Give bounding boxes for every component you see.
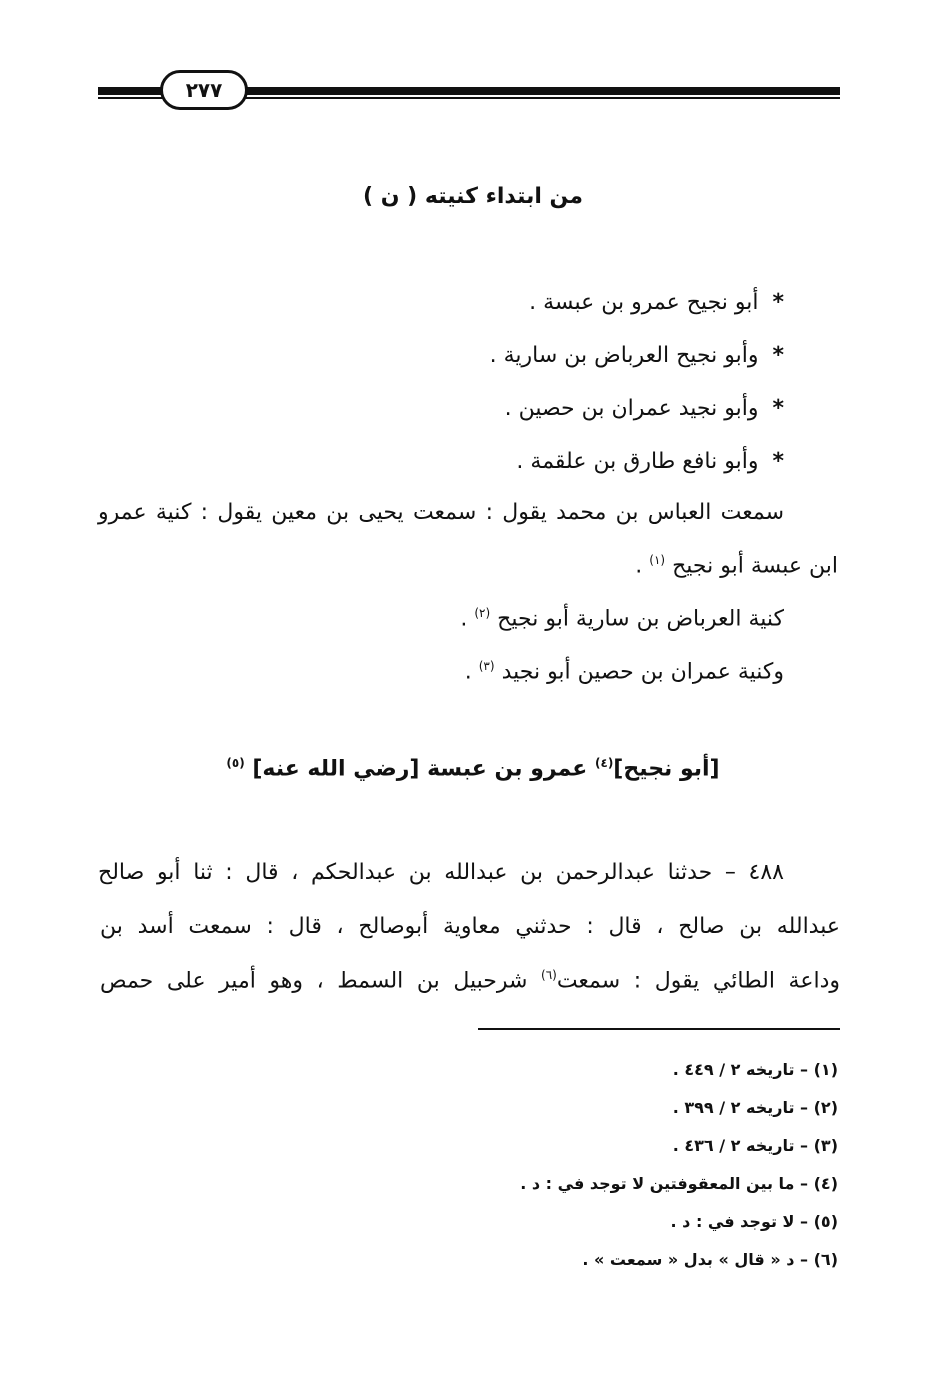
footnote: (٣) – تاريخه ٢ / ٤٣٦ . <box>672 1136 838 1155</box>
paragraph-text: وكنية عمران بن حصين أبو نجيد <box>501 659 784 685</box>
footnote-ref: (٤) <box>595 756 614 770</box>
footnote-ref: (٥) <box>226 756 245 770</box>
hadith-line <box>100 968 840 993</box>
paragraph-line <box>460 606 784 631</box>
hadith-text: شرحبيل بن السمط ، وهو أمير على حمص <box>100 968 541 994</box>
paragraph-end: . <box>635 553 650 579</box>
hadith-text: وداعة الطائي يقول : سمعت <box>556 968 840 994</box>
footnote-ref: (٢) <box>474 606 491 620</box>
section-heading: من ابتداء كنيته ( ن ) <box>363 184 583 209</box>
bullet-text: أبو نجيح عمرو بن عبسة . <box>529 290 759 315</box>
footnote-separator <box>478 1028 840 1030</box>
paragraph-text: كنية العرباض بن سارية أبو نجيح <box>497 606 784 632</box>
footnote: (١) – تاريخه ٢ / ٤٤٩ . <box>672 1060 838 1079</box>
bullet-text: وأبو نافع طارق بن علقمة . <box>516 449 759 474</box>
hadith-line: عبدالله بن صالح ، قال : حدثني معاوية أبوصالح ، قال : سمعت أسد بن <box>100 914 840 939</box>
paragraph-end: . <box>464 659 479 685</box>
footnote-ref: (٣) <box>478 659 495 673</box>
paragraph-line: سمعت العباس بن محمد يقول : سمعت يحيى بن معين يقول : كنية عمرو <box>98 500 784 525</box>
bullet-marker: * <box>772 449 784 474</box>
bullet-item <box>529 290 784 315</box>
bullet-item <box>490 343 784 368</box>
bullet-item <box>505 396 784 421</box>
footnote-ref: (١) <box>649 553 666 567</box>
bullet-item <box>516 449 784 474</box>
footnote: (٤) – ما بين المعقوفتين لا توجد في : د . <box>520 1174 838 1193</box>
bullet-text: وأبو نجيد عمران بن حصين . <box>504 396 759 421</box>
page-number: ٢٧٧ <box>160 70 248 110</box>
paragraph-line <box>635 553 838 578</box>
footnote-ref: (٦) <box>541 968 557 982</box>
entry-heading-part: [أبو نجيح] <box>613 756 720 782</box>
paragraph-text: ابن عبسة أبو نجيح <box>672 553 838 579</box>
paragraph-line <box>465 659 784 684</box>
entry-heading-part: عمرو بن عبسة [رضي الله عنه] <box>252 756 595 782</box>
bullet-marker: * <box>772 396 784 421</box>
footnote: (٢) – تاريخه ٢ / ٣٩٩ . <box>672 1098 838 1117</box>
bullet-marker: * <box>772 290 784 315</box>
footnote: (٥) – لا توجد في : د . <box>670 1212 838 1231</box>
hadith-line: ٤٨٨ – حدثنا عبدالرحمن بن عبدالله بن عبدالحكم ، قال : ثنا أبو صالح <box>98 860 784 885</box>
bullet-marker: * <box>772 343 784 368</box>
paragraph-end: . <box>460 606 475 632</box>
entry-heading <box>100 756 846 781</box>
footnote: (٦) – د « قال » بدل « سمعت » . <box>582 1250 838 1269</box>
bullet-text: وأبو نجيح العرباض بن سارية . <box>489 343 759 368</box>
